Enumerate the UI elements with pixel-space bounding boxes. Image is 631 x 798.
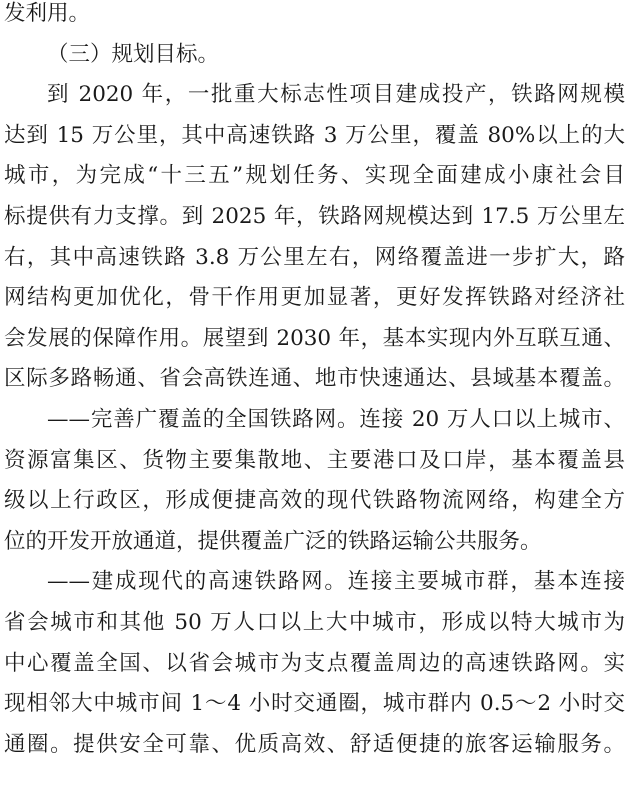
- text-line: 右，其中高速铁路 3.8 万公里左右，网络覆盖进一步扩大，路: [4, 244, 625, 270]
- text-line: ——完善广覆盖的全国铁路网。连接 20 万人口以上城市、: [47, 406, 625, 432]
- text-line: 级以上行政区，形成便捷高效的现代铁路物流网络，构建全方: [4, 488, 625, 514]
- text-line: 通圈。提供安全可靠、优质高效、舒适便捷的旅客运输服务。: [4, 731, 625, 757]
- text-line: ——建成现代的高速铁路网。连接主要城市群，基本连接: [47, 569, 625, 595]
- text-line: 会发展的保障作用。展望到 2030 年，基本实现内外互联互通、: [4, 325, 625, 351]
- text-line: 达到 15 万公里，其中高速铁路 3 万公里，覆盖 80%以上的大: [4, 122, 625, 148]
- text-line: 网结构更加优化，骨干作用更加显著，更好发挥铁路对经济社: [4, 285, 625, 311]
- text-line: 城市，为完成“十三五”规划任务、实现全面建成小康社会目: [4, 163, 625, 189]
- text-line: 发利用。: [4, 1, 91, 26]
- text-line: 区际多路畅通、省会高铁连通、地市快速通达、县域基本覆盖。: [4, 366, 625, 392]
- text-line: 资源富集区、货物主要集散地、主要港口及口岸，基本覆盖县: [4, 447, 625, 473]
- section-heading: （三）规划目标。: [47, 41, 220, 67]
- text-line: 到 2020 年，一批重大标志性项目建成投产，铁路网规模: [47, 82, 625, 108]
- text-line: 标提供有力支撑。到 2025 年，铁路网规模达到 17.5 万公里左: [4, 203, 625, 229]
- text-line: 现相邻大中城市间 1～4 小时交通圈，城市群内 0.5～2 小时交: [4, 691, 625, 717]
- text-line: 中心覆盖全国、以省会城市为支点覆盖周边的高速铁路网。实: [4, 650, 625, 676]
- text-line: 位的开发开放通道，提供覆盖广泛的铁路运输公共服务。: [4, 528, 542, 554]
- text-line: 省会城市和其他 50 万人口以上大中城市，形成以特大城市为: [4, 609, 625, 635]
